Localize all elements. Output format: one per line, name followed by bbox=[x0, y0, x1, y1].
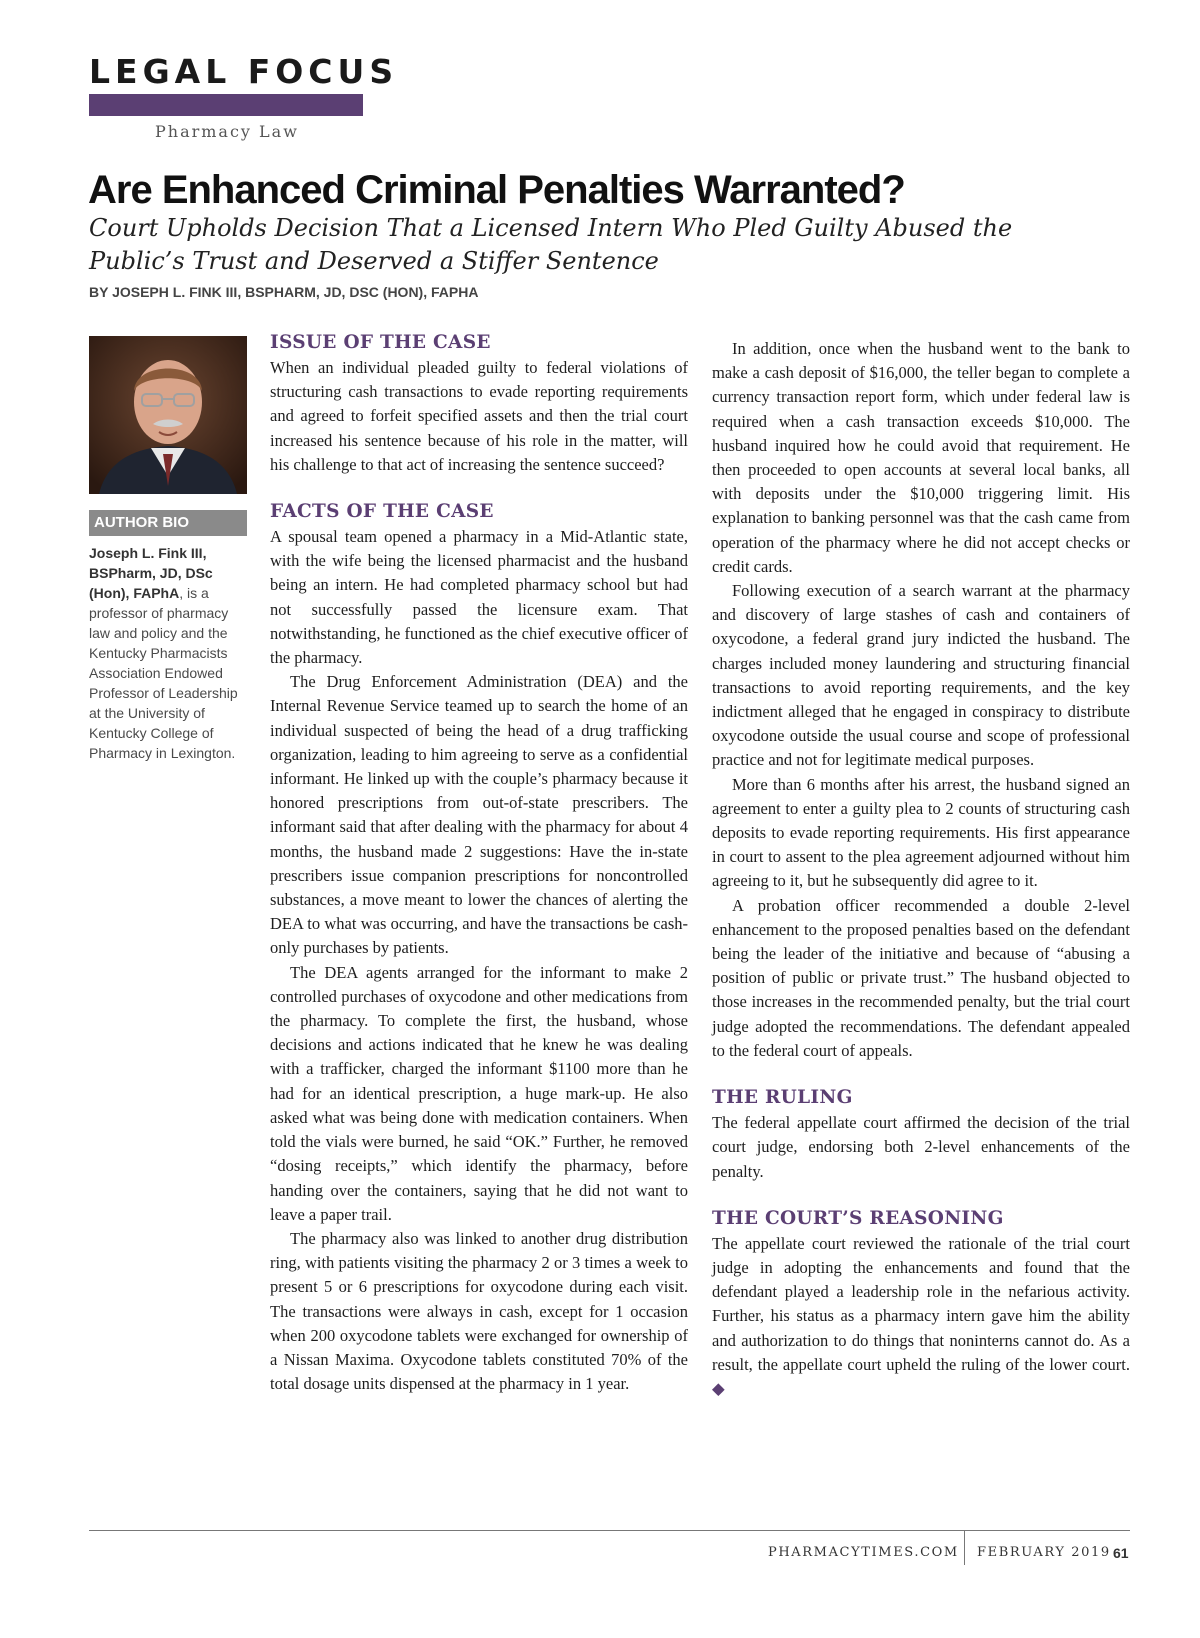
author-portrait-icon bbox=[89, 336, 247, 494]
paragraph: A spousal team opened a pharmacy in a Mid-Atlantic state, with the wife being the licensed pharmacist and the husband being an intern. He had completed pharmacy school but had not successfully passed the licensure exam. That notwithstanding, he functioned as the chief executive officer of the pharmacy. bbox=[270, 527, 688, 668]
author-bio-name: Joseph L. Fink III, BSPharm, JD, DSc (Hon), FAPhA bbox=[89, 545, 213, 601]
paragraph: More than 6 months after his arrest, the husband signed an agreement to enter a guilty plea to 2 counts of structuring cash deposits to evade reporting requirements. His first appearance in court to assent to the plea agreement adjourned without him agreeing to it, but he subsequently did agree to it. bbox=[712, 774, 1130, 891]
footer-site: PHARMACYTIMES.COM bbox=[768, 1545, 959, 1560]
author-bio-text: , is a professor of pharmacy law and policy and the Kentucky Pharmacists Association Endowed Professor of Leadership at the University of Kentucky College of Pharmacy in Lexington. bbox=[89, 585, 238, 761]
footer-date: FEBRUARY 2019 bbox=[977, 1545, 1111, 1560]
section-accent-bar bbox=[89, 94, 363, 116]
page-number: 61 bbox=[1113, 1545, 1129, 1561]
author-bio-label: AUTHOR BIO bbox=[89, 510, 247, 536]
section-subtitle: Pharmacy Law bbox=[155, 122, 299, 141]
section-title: LEGAL FOCUS bbox=[89, 52, 399, 91]
paragraph: The federal appellate court affirmed the decision of the trial court judge, endorsing both 2-level enhancements of the penalty. bbox=[712, 1113, 1130, 1181]
author-portrait-drawing bbox=[89, 336, 247, 494]
paragraph: The DEA agents arranged for the informant to make 2 controlled purchases of oxycodone and other medications from the pharmacy. To complete the first, the husband, whose decisions and actions indicated that he knew he was dealing with a trafficker, charged the informant $1100 more than he had for an identical prescription, a huge mark-up. He also asked what was being done with medication containers. When told the vials were burned, he said “OK.” Further, he removed “dosing receipts,” which identify the pharmacy, before handing over the containers, saying that he did not want to leave a paper trail. bbox=[270, 962, 688, 1224]
footer-rule bbox=[89, 1530, 1130, 1531]
footer-separator bbox=[964, 1531, 965, 1565]
paragraph: When an individual pleaded guilty to federal violations of structuring cash transactions to evade reporting requirements and agreed to forfeit specified assets and then the trial court increased his sentence because of his role in the matter, will his challenge to that act of increasing the sentence succeed? bbox=[270, 358, 688, 474]
article-title: Are Enhanced Criminal Penalties Warranted? bbox=[88, 168, 905, 212]
paragraph: A probation officer recommended a double 2-level enhancement to the proposed penalties based on the defendant being the leader of the initiative and because of “abusing a position of public or private trust.” The husband objected to those increases in the recommended penalty, but the trial court judge adopted the recommendations. The defendant appealed to the federal court of appeals. bbox=[712, 895, 1130, 1060]
paragraph bbox=[712, 1232, 1130, 1401]
author-bio bbox=[89, 543, 249, 763]
heading-issue: ISSUE OF THE CASE bbox=[270, 332, 491, 353]
paragraph-text: The appellate court reviewed the rationale of the trial court judge in adopting the enhancements and found that the defendant played a leadership role in the nefarious activity. Further, his status as a pharmacy intern gave him the ability and authorization to do things that noninterns cannot do. As a result, the appellate court upheld the ruling of the lower court. bbox=[712, 1233, 1130, 1374]
heading-reasoning: THE COURT’S REASONING bbox=[712, 1207, 1004, 1229]
heading-ruling: THE RULING bbox=[712, 1087, 853, 1109]
article-column-left bbox=[270, 330, 688, 1396]
paragraph: The pharmacy also was linked to another drug distribution ring, with patients visiting the pharmacy 2 or 3 times a week to present 5 or 6 prescriptions for oxycodone during each visit. The transactions were always in cash, except for 1 occasion when 200 oxycodone tablets were exchanged for ownership of a Nissan Maxima. Oxycodone tablets constituted 70% of the total dosage units dispensed at the pharmacy in 1 year. bbox=[270, 1228, 688, 1394]
paragraph: Following execution of a search warrant at the pharmacy and discovery of large stashes of cash and containers of oxycodone, a federal grand jury indicted the husband. The charges included money laundering and structuring financial transactions to avoid reporting requirements, and the key indictment alleged that he engaged in conspiracy to distribute oxycodone outside the usual course and scope of professional practice and not for legitimate medical purposes. bbox=[712, 581, 1130, 770]
byline: BY JOSEPH L. FINK III, BSPHARM, JD, DSC (HON), FAPHA bbox=[89, 284, 479, 300]
heading-facts: FACTS OF THE CASE bbox=[270, 501, 494, 523]
end-mark-icon: ◆ bbox=[712, 1378, 725, 1398]
article-column-right bbox=[712, 337, 1130, 1401]
paragraph: The Drug Enforcement Administration (DEA) and the Internal Revenue Service teamed up to search the home of an individual suspected of being the head of a drug trafficking organization, leading to him agreeing to serve as a confidential informant. He linked up with the couple’s pharmacy because it honored prescriptions from out-of-state prescribers. The informant said that after dealing with the pharmacy for about 4 months, the husband made 2 suggestions: Have the in-state prescribers issue companion prescriptions for noncontrolled substances, a move meant to lower the chances of alerting the DEA to what was occurring, and have the transactions be cash-only purchases by patients. bbox=[270, 672, 688, 958]
article-deck: Court Upholds Decision That a Licensed Intern Who Pled Guilty Abused the Public’s Trust and Deserved a Stiffer Sentence bbox=[89, 214, 1013, 275]
paragraph: In addition, once when the husband went to the bank to make a cash deposit of $16,000, the teller began to complete a currency transaction report form, which under federal law is required when a cash transaction exceeds $10,000. The husband inquired how he could avoid that requirement. He then proceeded to open accounts at several local banks, all with deposits under the $10,000 triggering limit. His explanation to banking personnel was that the cash came from operation of the pharmacy where he did not accept checks or credit cards. bbox=[712, 339, 1130, 576]
